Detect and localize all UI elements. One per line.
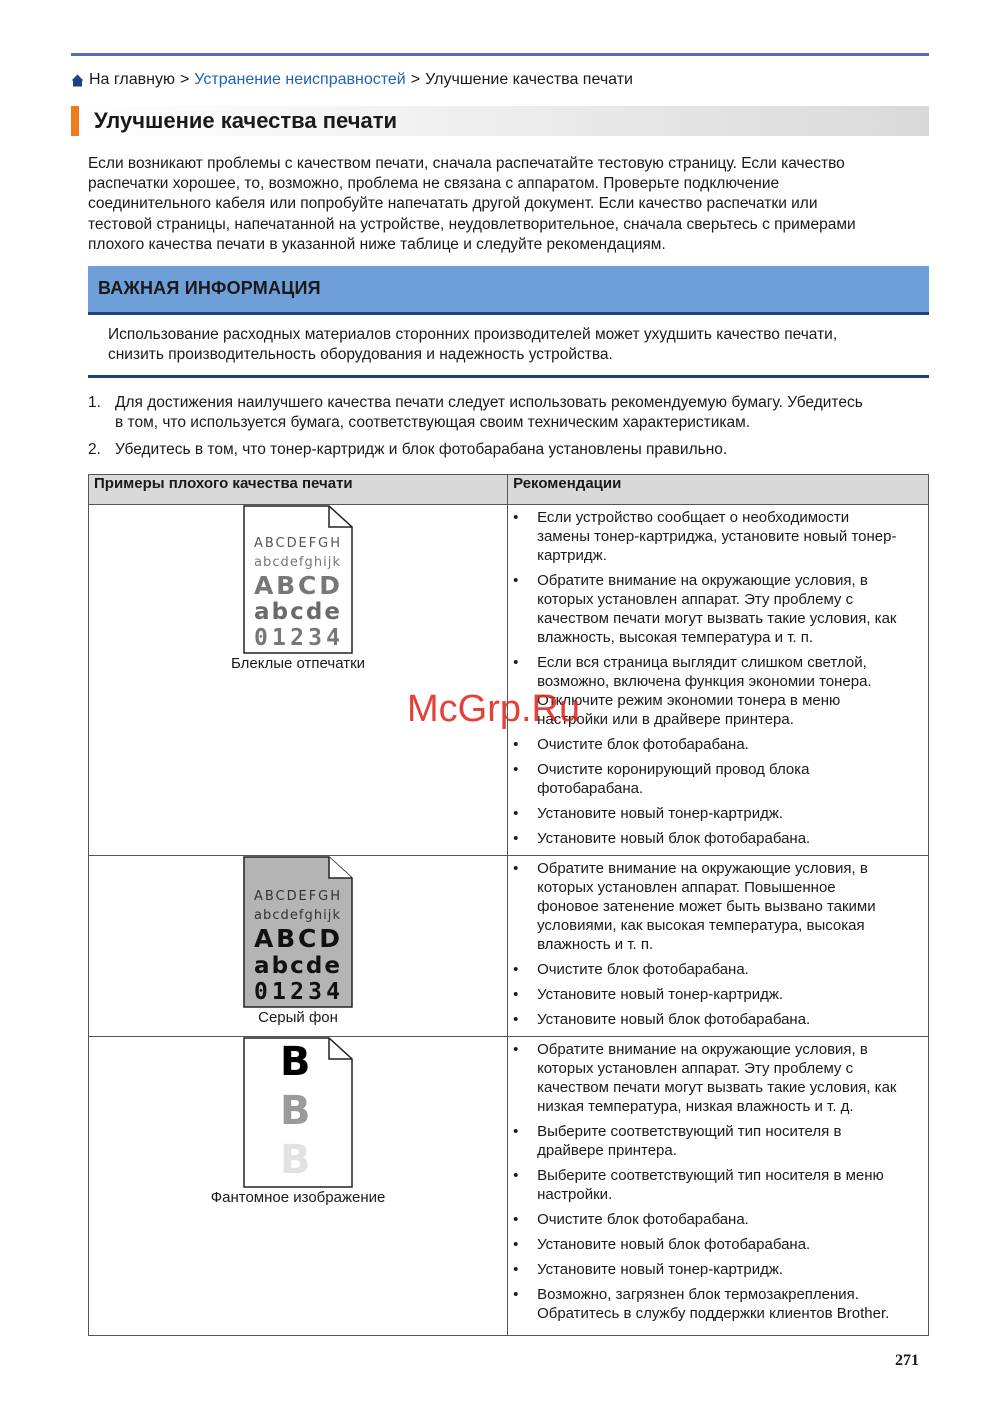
recommendation-item [508,1122,920,1160]
title-bar [71,106,929,136]
sample-text-lower: abcdefghijk [254,555,341,570]
ghost-letter-mid: B [280,1088,311,1134]
rec-line: Обратите внимание на окружающие условия, в [537,572,868,589]
table-row [89,856,929,1037]
rec-line: Возможно, загрязнен блок термозакрепления. [537,1286,859,1303]
bullet: • [513,1041,519,1058]
recommendations-cell [508,1037,929,1336]
bullet: • [513,1261,519,1278]
rec-line: Очистите блок фотобарабана. [537,736,749,753]
recommendation-item [508,829,920,848]
bullet: • [513,761,519,778]
sample-text-lower: abcdefghijk [254,908,341,923]
important-rule [88,375,929,378]
step-line: Убедитесь в том, что тонер-картридж и блок фотобарабана установлены правильно. [115,441,728,458]
rec-line: условиями, как высокая температура, высокая [537,917,865,934]
rec-line: настройки или в драйвере принтера. [537,711,794,728]
rec-line: возможно, включена функция экономии тонера. [537,673,872,690]
intro-line: распечатки хорошее, то, возможно, проблема не связана с аппаратом. Проверьте подключение [88,175,780,193]
steps-list [88,393,928,467]
intro-line: тестовой страницы, напечатанной на устройстве, неудовлетворительное, сначала сверьтесь с примерами [88,215,856,233]
recommendations-cell [508,856,929,1037]
breadcrumb-home-link[interactable]: На главную [89,71,175,88]
recommendation-item [508,1260,920,1279]
bullet: • [513,654,519,671]
recommendation-item [508,985,920,1004]
bullet: • [513,961,519,978]
step-number: 2. [88,441,101,458]
sample-cell [89,1037,508,1336]
breadcrumb-section-link[interactable]: Устранение неисправностей [194,71,406,88]
rec-line: влажность, высокая температура и т. п. [537,629,814,646]
recommendation-item [508,760,920,798]
step-item [88,393,928,433]
sample-text-digits: 01234 [254,979,341,1005]
step-line: Для достижения наилучшего качества печати следует использовать рекомендуемую бумагу. Убедитесь [115,394,863,411]
recommendations-list [508,505,928,848]
breadcrumb-separator: > [410,71,421,88]
sample-text-upper: ABCDEFGH [254,536,341,551]
recommendations-cell [508,505,929,856]
recommendation-item [508,571,920,647]
bullet: • [513,986,519,1003]
important-line: Использование расходных материалов сторонних производителей может ухудшить качество печати, [108,326,838,343]
sample-caption: Фантомное изображение [210,1189,386,1206]
bullet: • [513,1236,519,1253]
rec-line: Установите новый блок фотобарабана. [537,1011,811,1028]
rec-line: влажность и т. п. [537,936,654,953]
recommendation-item [508,1040,920,1116]
bullet: • [513,1011,519,1028]
faded-print-sample-image [243,505,353,654]
bullet: • [513,1123,519,1140]
intro-paragraph [88,154,928,255]
recommendation-item [508,960,920,979]
breadcrumb-separator: > [179,71,190,88]
column-header-examples: Примеры плохого качества печати [89,475,508,505]
recommendation-item [508,804,920,823]
sample-text-digits: 01234 [254,625,341,651]
ghost-image-sample-image [243,1037,353,1188]
rec-line: Установите новый тонер-картридж. [537,805,784,822]
table-row [89,1037,929,1336]
bullet: • [513,860,519,877]
intro-line: соединительного кабеля или попробуйте напечатать другой документ. Если качество распечатки или [88,195,818,213]
important-line: снизить производительность оборудования и надежность устройства. [108,346,613,363]
important-header [88,266,929,315]
sample-caption: Блеклые отпечатки [231,655,366,672]
table-header-row [89,475,929,505]
bullet: • [513,1286,519,1303]
rec-line: которых установлен аппарат. Эту проблему с [537,591,854,608]
print-quality-table [88,474,929,1336]
recommendation-item [508,1235,920,1254]
step-item [88,440,928,460]
rec-line: Установите новый блок фотобарабана. [537,830,811,847]
sample-caption: Серый фон [258,1009,338,1026]
recommendation-item [508,735,920,754]
recommendation-item [508,1210,920,1229]
step-line: в том, что используется бумага, соответствующая своим техническим характеристикам. [115,414,751,431]
sample-text-caps: ABCD [254,924,341,953]
recommendation-item [508,508,920,565]
rec-line: Обратите внимание на окружающие условия, в [537,860,868,877]
ghost-letter-dark: B [280,1039,311,1085]
bullet: • [513,572,519,589]
rec-line: настройки. [537,1186,613,1203]
rec-line: Отключите режим экономии тонера в меню [537,692,841,709]
rec-line: фоновое затенение может быть вызвано такими [537,898,876,915]
recommendations-list [508,856,928,1029]
rec-line: которых установлен аппарат. Эту проблему с [537,1060,854,1077]
rec-line: Обратитесь в службу поддержки клиентов Brother. [537,1305,890,1322]
bullet: • [513,805,519,822]
bullet: • [513,830,519,847]
intro-line: Если возникают проблемы с качеством печати, сначала распечатайте тестовую страницу. Если качество [88,155,845,172]
page-number: 271 [895,1352,919,1369]
sample-text-caps: ABCD [254,571,341,600]
rec-line: картридж. [537,547,607,564]
step-number: 1. [88,394,101,411]
page-title: Улучшение качества печати [94,108,398,133]
sample-text-upper: ABCDEFGH [254,889,341,904]
breadcrumb [71,71,633,89]
intro-line: плохого качества печати в указанной ниже таблице и следуйте рекомендациям. [88,235,666,253]
recommendations-list [508,1037,928,1323]
rec-line: Установите новый тонер-картридж. [537,986,784,1003]
rec-line: качеством печати могут вызвать такие условия, как [537,610,897,627]
title-accent [71,106,79,136]
recommendation-item [508,1010,920,1029]
recommendation-item [508,1166,920,1204]
column-header-recommendations: Рекомендации [508,475,929,505]
top-rule [71,53,929,56]
rec-line: Обратите внимание на окружающие условия, в [537,1041,868,1058]
breadcrumb-current: Улучшение качества печати [425,71,633,88]
sample-text-small: abcde [254,953,341,979]
home-icon[interactable] [71,74,84,87]
bullet: • [513,1211,519,1228]
sample-cell [89,505,508,856]
rec-line: Установите новый блок фотобарабана. [537,1236,811,1253]
important-body [108,325,928,365]
rec-line: Выберите соответствующий тип носителя в меню [537,1167,884,1184]
rec-line: Выберите соответствующий тип носителя в [537,1123,842,1140]
rec-line: Если вся страница выглядит слишком светлой, [537,654,867,671]
rec-line: качеством печати могут вызвать такие условия, как [537,1079,897,1096]
bullet: • [513,509,519,526]
table-row [89,505,929,856]
rec-line: которых установлен аппарат. Повышенное [537,879,836,896]
rec-line: низкая температура, низкая влажность и т. д. [537,1098,854,1115]
rec-line: Очистите блок фотобарабана. [537,1211,749,1228]
watermark: McGrp.Ru [407,688,581,730]
rec-line: замены тонер-картриджа, установите новый тонер- [537,528,897,545]
sample-cell [89,856,508,1037]
gray-background-sample-image [243,856,353,1008]
rec-line: Очистите коронирующий провод блока [537,761,810,778]
bullet: • [513,1167,519,1184]
recommendation-item [508,1285,920,1323]
recommendation-item [508,859,920,954]
rec-line: Если устройство сообщает о необходимости [537,509,850,526]
bullet: • [513,736,519,753]
rec-line: драйвере принтера. [537,1142,677,1159]
sample-text-small: abcde [254,599,341,625]
rec-line: фотобарабана. [537,780,644,797]
rec-line: Очистите блок фотобарабана. [537,961,749,978]
ghost-letter-light: B [280,1137,311,1183]
rec-line: Установите новый тонер-картридж. [537,1261,784,1278]
important-title: ВАЖНАЯ ИНФОРМАЦИЯ [98,278,321,298]
